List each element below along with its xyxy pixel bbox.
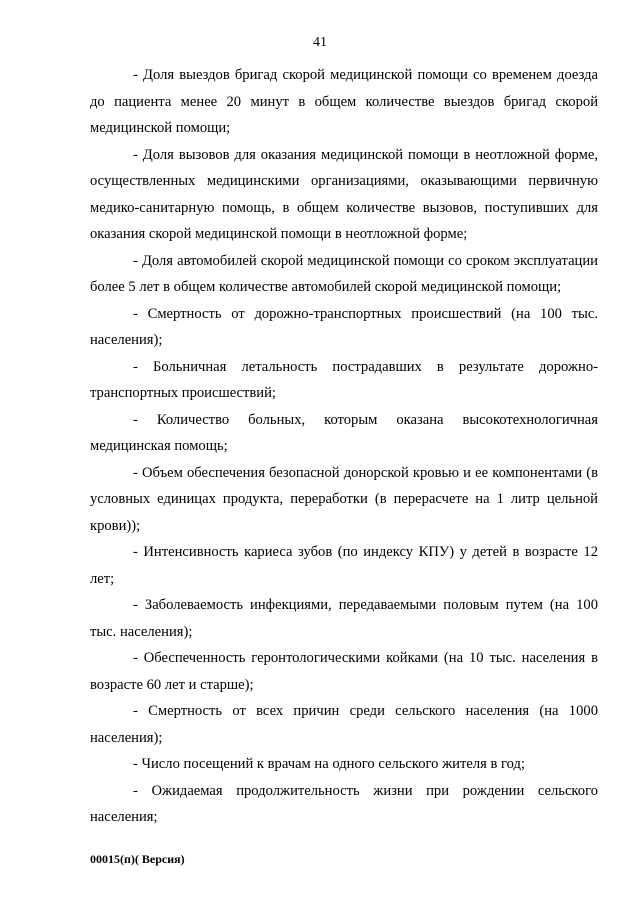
list-item: - Больничная летальность пострадавших в результате дорожно-транспортных происшествий; — [90, 358, 598, 401]
indicator-list — [90, 62, 598, 831]
list-item: - Интенсивность кариеса зубов (по индексу КПУ) у детей в возрасте 12 лет; — [90, 544, 598, 587]
list-item: - Смертность от всех причин среди сельского населения (на 1000 населения); — [90, 703, 598, 746]
list-item: - Ожидаемая продолжительность жизни при рождении сельского населения; — [90, 782, 598, 825]
list-item: - Объем обеспечения безопасной донорской кровью и ее компонентами (в условных единицах продукта, переработки (в перерасчете на 1 литр цельной крови)); — [90, 464, 598, 534]
list-item: - Заболеваемость инфекциями, передаваемыми половым путем (на 100 тыс. населения); — [90, 597, 598, 640]
document-footer-code: 00015(п)( Версия) — [90, 852, 185, 866]
page-number: 41 — [313, 35, 327, 50]
list-item: - Доля вызовов для оказания медицинской помощи в неотложной форме, осуществленных медицинскими организациями, оказывающими первичную медико-санитарную помощь, в общем количестве вызовов, поступивших для оказания скорой медицинской помощи в неотложной форме; — [90, 146, 598, 242]
list-item: - Смертность от дорожно-транспортных происшествий (на 100 тыс. населения); — [90, 305, 598, 348]
list-item: - Доля выездов бригад скорой медицинской помощи со временем доезда до пациента менее 20 минут в общем количестве выездов бригад скорой медицинской помощи; — [90, 67, 598, 136]
list-item: - Доля автомобилей скорой медицинской помощи со сроком эксплуатации более 5 лет в общем количестве автомобилей скорой медицинской помощи; — [90, 252, 598, 295]
list-item: - Обеспеченность геронтологическими койками (на 10 тыс. населения в возрасте 60 лет и старше); — [90, 650, 598, 693]
list-item: - Число посещений к врачам на одного сельского жителя в год; — [133, 756, 526, 772]
list-item: - Количество больных, которым оказана высокотехнологичная медицинская помощь; — [90, 411, 598, 454]
